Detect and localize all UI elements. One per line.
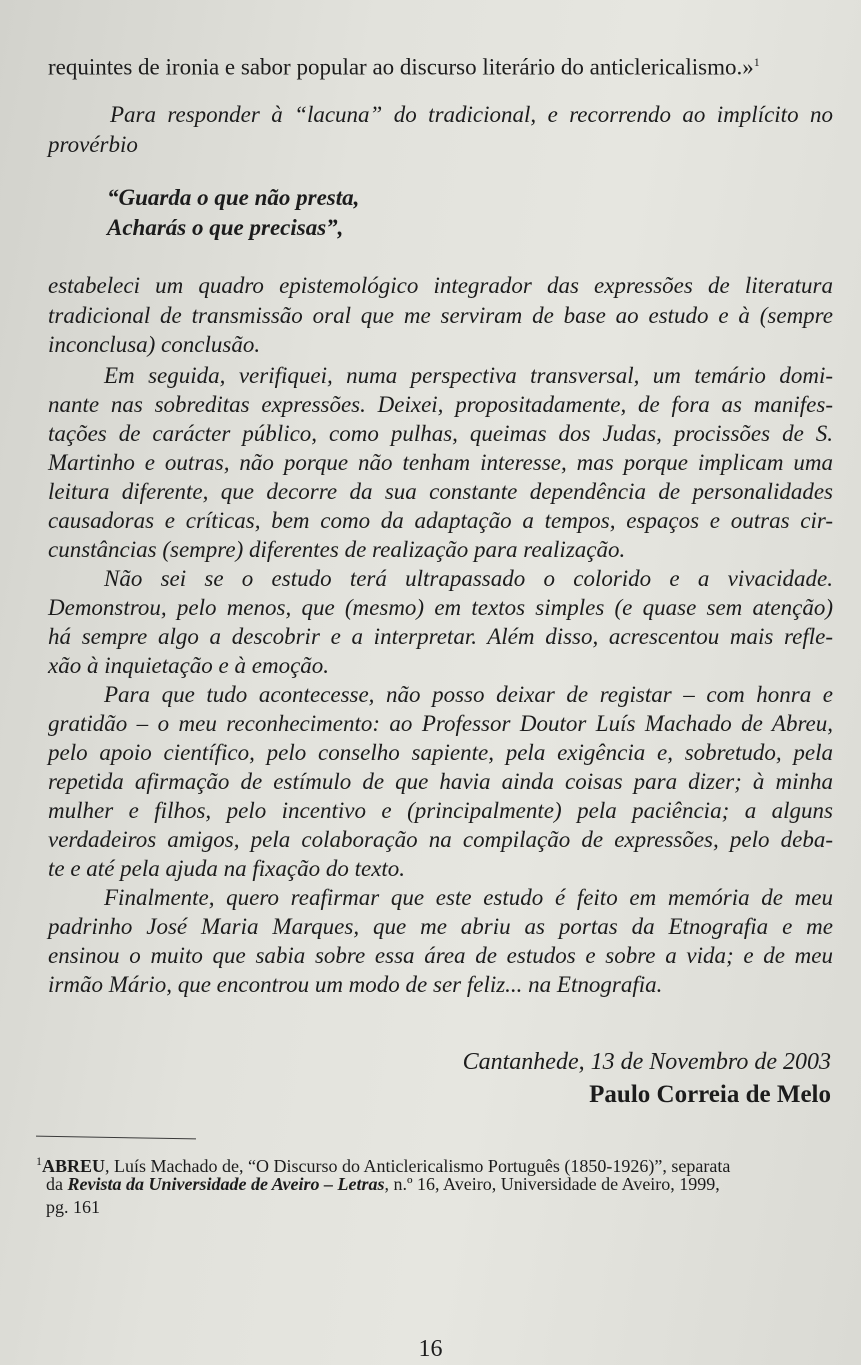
quote-end-line [48, 48, 833, 82]
para2-line1: estabeleci um quadro epistemológico integrador das expressões de literatura [48, 273, 833, 298]
para3-line7: cunstâncias (sempre) diferentes de realização para realização. [48, 537, 626, 562]
para3-line6: causadoras e críticas, bem como da adaptação a tempos, espaços e outras cir- [48, 508, 833, 533]
footnote-number: 1 [36, 1154, 42, 1168]
page-number: 16 [418, 1336, 443, 1362]
para6-line3: ensinou o muito que sabia sobre essa área de estudos e sobre a vida; e de meu [48, 943, 833, 968]
para3-line3: tações de carácter público, como pulhas, queimas dos Judas, procissões de S. [48, 421, 833, 446]
para1-line1: Para responder à “lacuna” do tradicional, e recorrendo ao implícito no [110, 102, 833, 127]
para6-line4: irmão Mário, que encontrou um modo de ser feliz... na Etnografia. [48, 972, 663, 997]
para5-line7: te e até pela ajuda na fixação do texto. [48, 856, 406, 881]
para3-line4: Martinho e outras, não porque não tenham interesse, mas porque implicam uma [48, 450, 833, 475]
footnote-line2 [46, 1173, 720, 1195]
footnote-rule [36, 1136, 196, 1140]
para6-line2: padrinho José Maria Marques, que me abriu as portas da Etnografia e me [48, 914, 833, 939]
author-name: Paulo Correia de Melo [589, 1081, 831, 1108]
footnote-author: ABREU [42, 1156, 106, 1176]
quote-end-text: requintes de ironia e sabor popular ao discurso literário do anticlericalismo.» [48, 54, 754, 80]
footnote-line2-text: , n.º 16, Aveiro, Universidade de Aveiro, 1999, [384, 1174, 720, 1194]
footnote-line2-pre: da [46, 1174, 68, 1194]
footnote-line3: pg. 161 [46, 1197, 100, 1217]
para4-line2: Demonstrou, pelo menos, que (mesmo) em textos simples (e quase sem atenção) [48, 595, 833, 620]
para4-line1: Não sei se o estudo terá ultrapassado o colorido e a vivacidade. [104, 566, 833, 591]
para4-line4: xão à inquietação e à emoção. [48, 653, 330, 678]
para5-line6: verdadeiros amigos, pela colaboração na compilação de expressões, pelo deba- [48, 827, 833, 852]
proverb-line2: Acharás o que precisas”, [107, 215, 344, 240]
para3-line5: leitura diferente, que decorre da sua constante dependência de personalidades [48, 479, 833, 504]
para6-line1: Finalmente, quero reafirmar que este estudo é feito em memória de meu [104, 885, 833, 910]
para3-line1: Em seguida, verifiquei, numa perspectiva transversal, um temário domi- [104, 363, 833, 388]
para5-line5: mulher e filhos, pelo incentivo e (principalmente) pela paciência; a alguns [48, 798, 833, 823]
para5-line4: repetida afirmação de estímulo de que havia ainda coisas para dizer; à minha [48, 769, 833, 794]
para1-line2: provérbio [48, 132, 138, 157]
para5-line2: gratidão – o meu reconhecimento: ao Professor Doutor Luís Machado de Abreu, [48, 711, 833, 736]
para2-line3: inconclusa) conclusão. [48, 332, 261, 357]
para3-line2: nante nas sobreditas expressões. Deixei, propositadamente, de fora as manifes- [48, 392, 833, 417]
proverb-line1: “Guarda o que não presta, [107, 185, 360, 210]
para4-line3: há sempre algo a descobrir e a interpretar. Além disso, acrescentou mais refle- [48, 624, 833, 649]
footnote-line1-text: , Luís Machado de, “O Discurso do Anticlericalismo Português (1850-1926)”, separata [105, 1156, 731, 1176]
para5-line1: Para que tudo acontecesse, não posso deixar de registar – com honra e [104, 682, 833, 707]
place-date: Cantanhede, 13 de Novembro de 2003 [462, 1049, 831, 1075]
footnote-journal: Revista da Universidade de Aveiro – Letras [67, 1174, 385, 1194]
para5-line3: pelo apoio científico, pelo conselho sapiente, pela exigência e, sobretudo, pela [48, 740, 833, 765]
para2-line2: tradicional de transmissão oral que me serviram de base ao estudo e à (sempre [48, 303, 833, 328]
footnote-marker: 1 [753, 55, 760, 69]
